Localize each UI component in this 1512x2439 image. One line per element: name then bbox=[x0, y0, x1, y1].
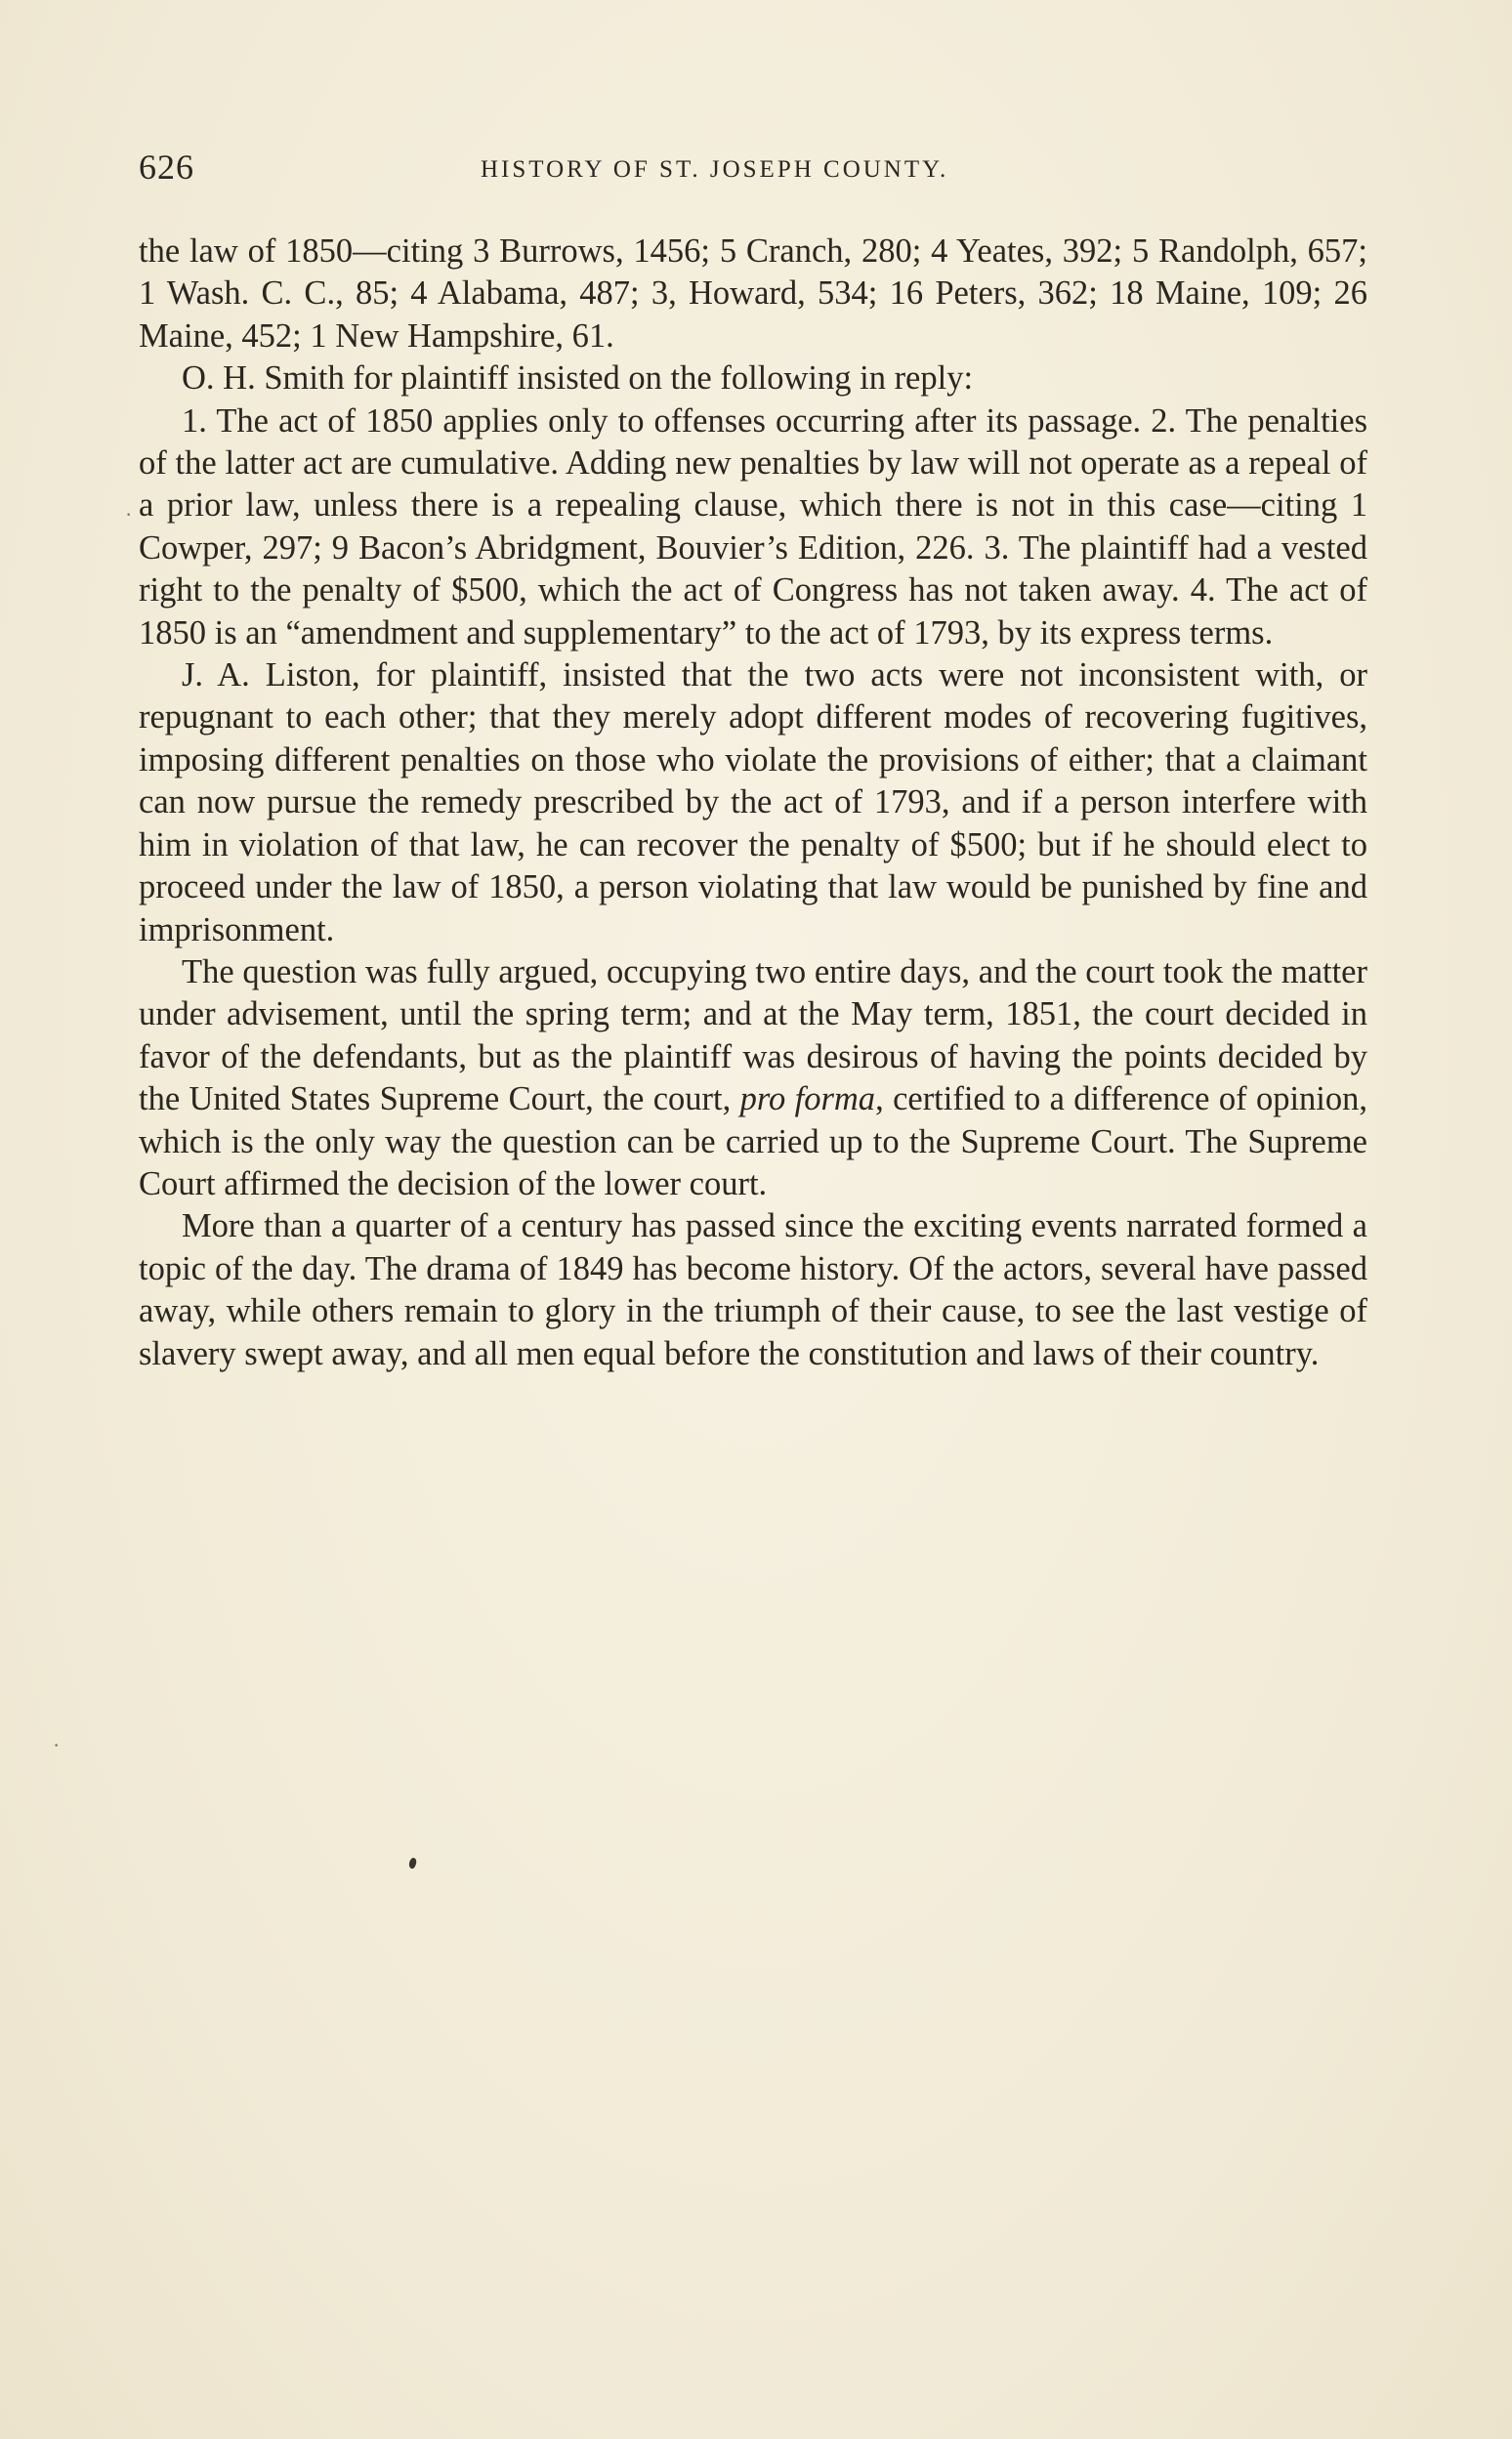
liston-paragraph: J. A. Liston, for plaintiff, insisted that the two acts were not inconsistent with, or repugnant to each other; that they merely adopt different modes of recovering fugitives, imposing different penalties on those who violate the provisions of either; that a claimant can now pursue the remedy prescribed by the act of 1793, and if a person interfere with him in violation of that law, he can recover the penalty of $500; but if he should elect to proceed under the law of 1850, a person violating that law would be punished by fine and imprisonment. bbox=[139, 656, 1367, 948]
body-text bbox=[139, 231, 1367, 1375]
court-decision-paragraph bbox=[139, 951, 1367, 1205]
ink-speck bbox=[407, 1857, 417, 1870]
smith-reply-intro: O. H. Smith for plaintiff insisted on the following in reply: bbox=[182, 359, 974, 398]
closing-paragraph: More than a quarter of a century has passed since the exciting events narrated formed a topic of the day. The drama of 1849 has become history. Of the actors, several have passed away, while others remain to glory in the triumph of their cause, to see the last vestige of slavery swept away, and all men equal before the constitution and laws of their country. bbox=[139, 1207, 1367, 1372]
page-header bbox=[139, 147, 1367, 205]
pro-forma-italic: pro forma bbox=[739, 1080, 876, 1118]
smith-reply-points: 1. The act of 1850 applies only to offenses occurring after its passage. 2. The penalties of the latter act are cumulative. Adding new penalties by law will not operate as a repeal of a prior law, unless there is a repealing clause, which there is not in this case—citing 1 Cowper, 297; 9 Bacon’s Abridgment, Bouvier’s Edition, 226. 3. The plaintiff had a vested right to the penalty of $500, which the act of Congress has not taken away. 4. The act of 1850 is an “amendment and supplementary” to the act of 1793, by its express terms. bbox=[139, 401, 1367, 652]
running-head: HISTORY OF ST. JOSEPH COUNTY. bbox=[481, 156, 949, 183]
court-text-part-2: , certified to a difference of opinion, which is the only way the question can be carried up to the Supreme Court. The Supreme Court affirmed the decision of the lower court. bbox=[139, 1080, 1367, 1202]
citation-paragraph: the law of 1850—citing 3 Burrows, 1456; 5 Cranch, 280; 4 Yeates, 392; 5 Randolph, 657; 1 Wash. C. C., 85; 4 Alabama, 487; 3, Howard, 534; 16 Peters, 362; 18 Maine, 109; 26 Maine, 452; 1 New Hampshire, 61. bbox=[139, 232, 1367, 355]
margin-mark: · bbox=[53, 1733, 61, 1757]
court-text-part-1: The question was fully argued, occupying two entire days, and the court took the matter under advisement, until the spring term; and at the May term, 1851, the court decided in favor of the defendants, but as the plaintiff was desirous of having the points decided by the United States Supreme Court, the court, bbox=[139, 952, 1367, 1118]
margin-mark: · bbox=[125, 502, 133, 526]
page-number: 626 bbox=[139, 147, 194, 187]
